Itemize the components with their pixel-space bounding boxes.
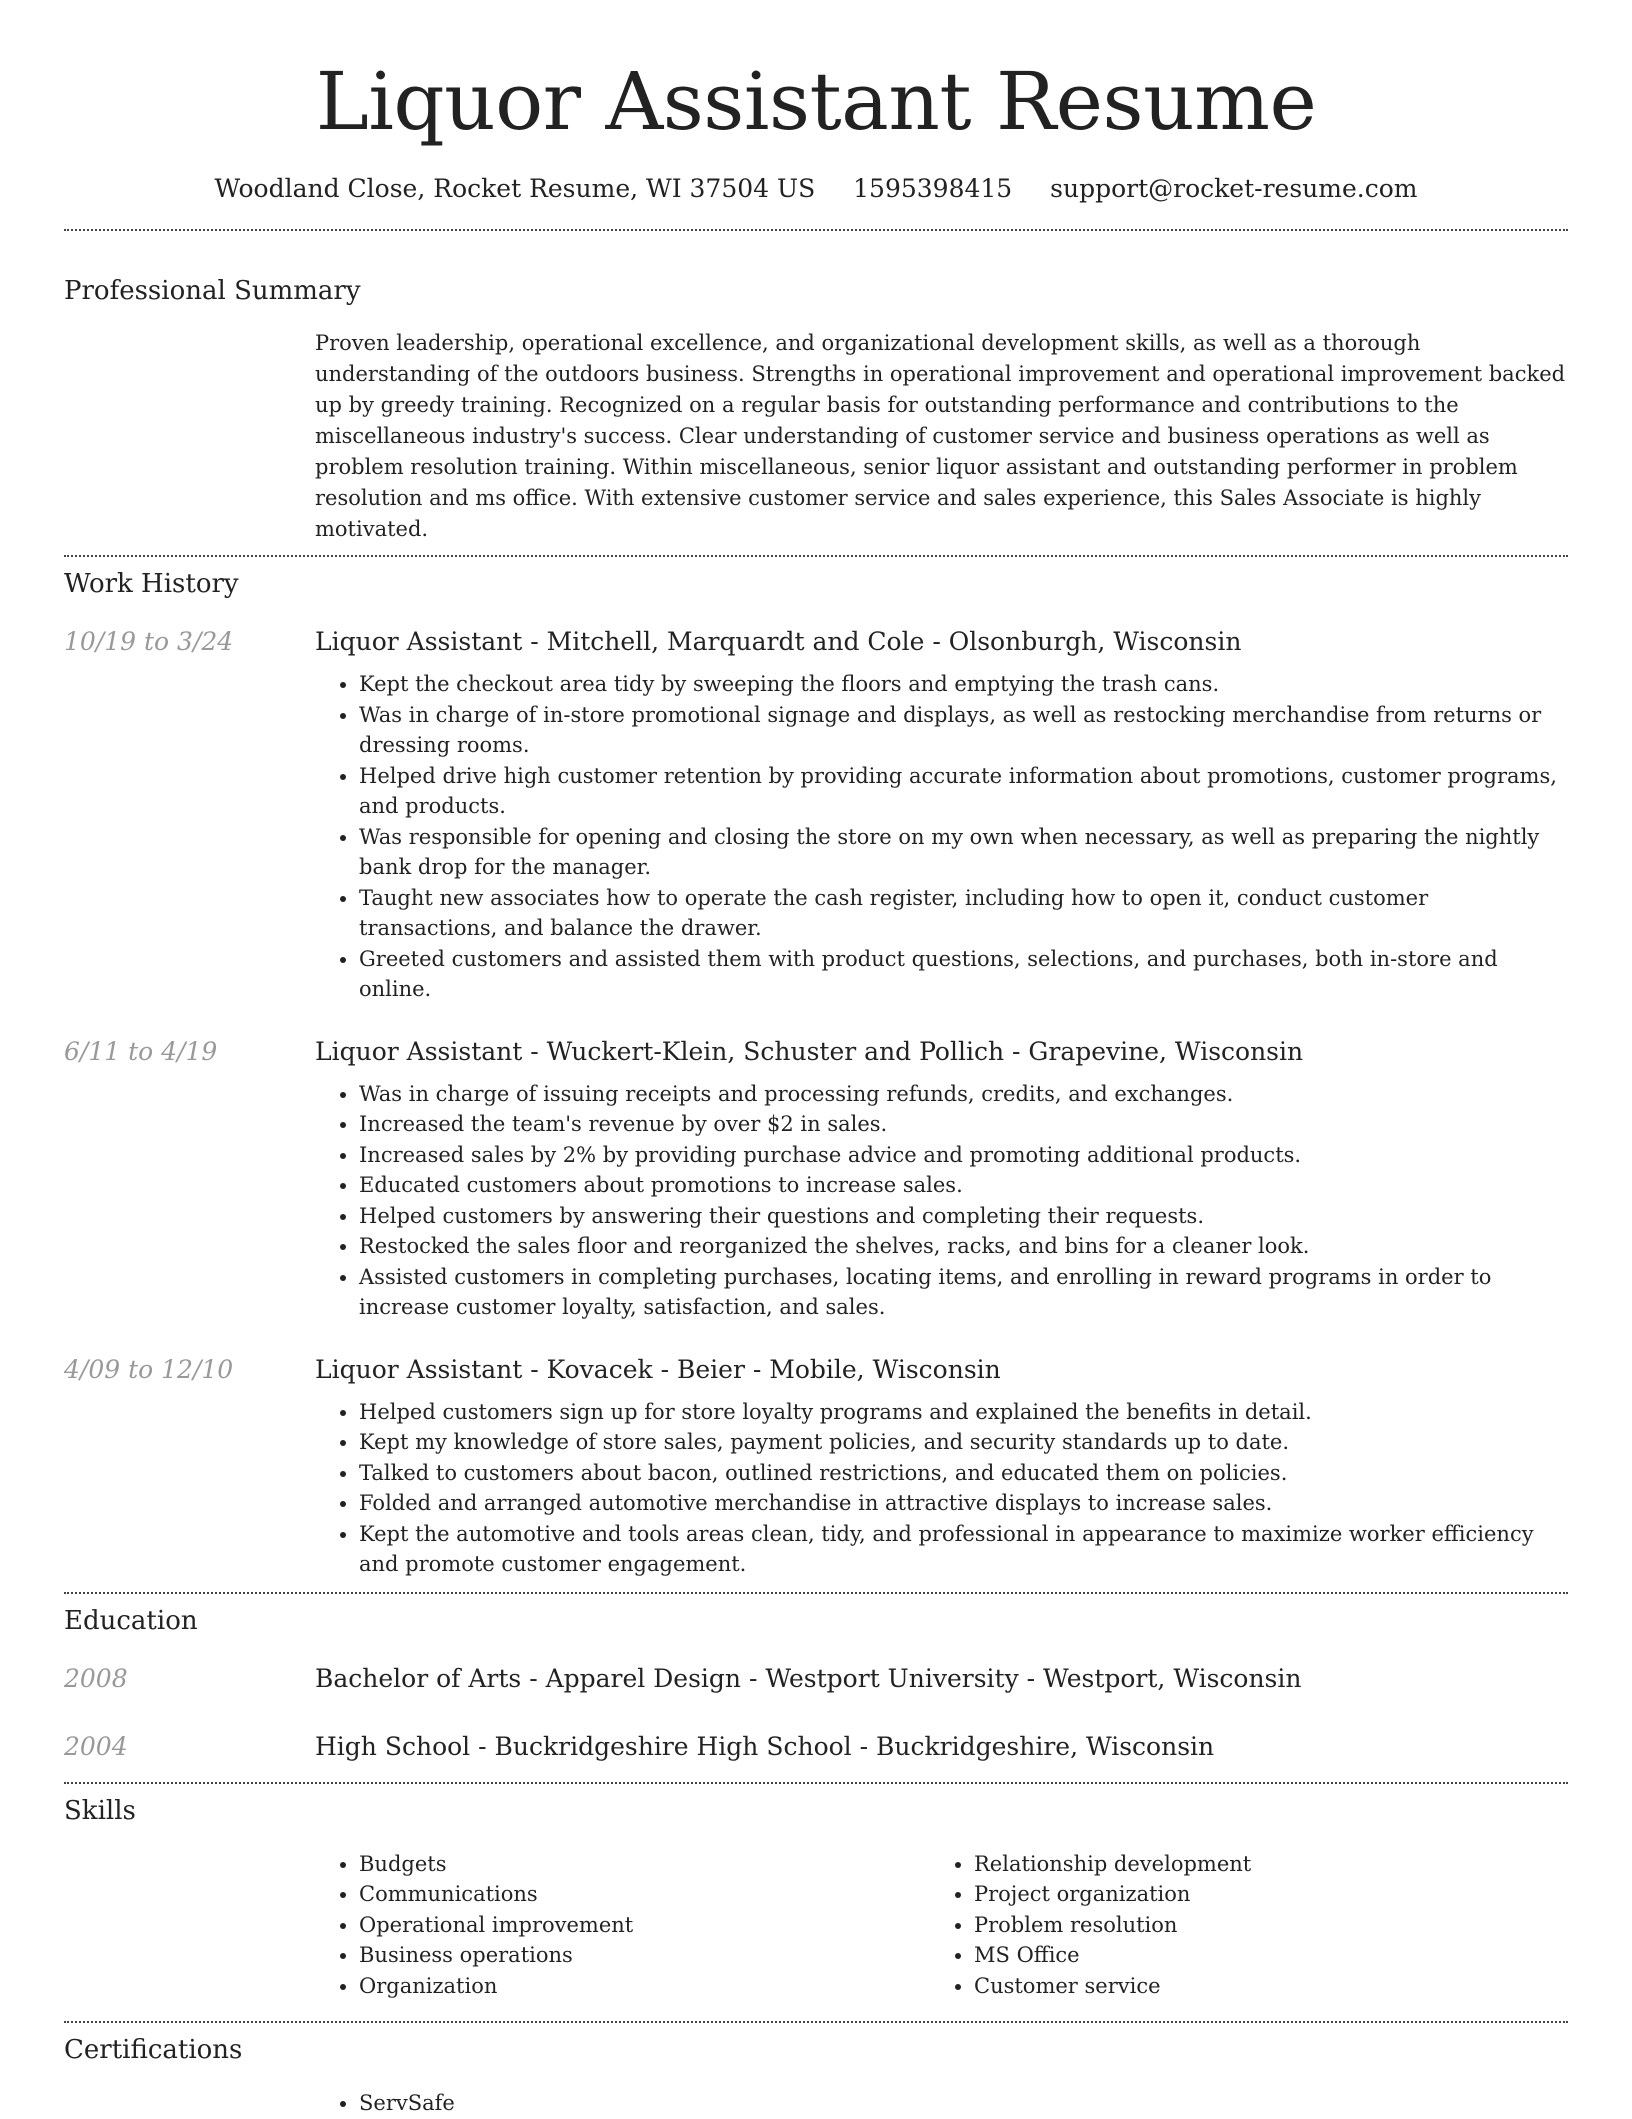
skill-item: • Operational improvement	[359, 1910, 930, 1941]
skills-section	[64, 1794, 1568, 2002]
divider-skills	[64, 2021, 1568, 2023]
skills-list-1	[315, 1849, 930, 2002]
skill-item: • Relationship development	[974, 1849, 1568, 1880]
contact-address: Woodland Close, Rocket Resume, WI 37504 US	[214, 174, 816, 203]
divider-education	[64, 1782, 1568, 1784]
skill-item: • Business operations	[359, 1940, 930, 1971]
job-bullet: • Educated customers about promotions to increase sales.	[359, 1170, 1568, 1201]
contact-phone: 1595398415	[853, 174, 1013, 203]
skill-item: • Problem resolution	[974, 1910, 1568, 1941]
skills-list-2	[930, 1849, 1568, 2002]
certification-item: • ServSafe	[359, 2088, 1568, 2119]
job-bullet: • Greeted customers and assisted them with product questions, selections, and purchases, both in-store and online.	[359, 944, 1568, 1005]
job-bullet: • Kept my knowledge of store sales, payment policies, and security standards up to date.	[359, 1427, 1568, 1458]
certifications-heading: Certifications	[64, 2035, 243, 2065]
job-dates: 6/11 to 4/19	[64, 1036, 218, 1066]
divider-header	[64, 229, 1568, 231]
skill-item: • Communications	[359, 1879, 930, 1910]
education-entry	[64, 1662, 1568, 1696]
job-title: Liquor Assistant - Kovacek - Beier - Mobile, Wisconsin	[315, 1354, 1001, 1384]
job-entry	[64, 1353, 1568, 1580]
job-bullet: • Helped customers by answering their questions and completing their requests.	[359, 1201, 1568, 1232]
job-title: Liquor Assistant - Wuckert-Klein, Schuster and Pollich - Grapevine, Wisconsin	[315, 1036, 1304, 1066]
job-entry	[64, 625, 1568, 1005]
job-bullets	[315, 1079, 1568, 1323]
certifications-list	[315, 2088, 1568, 2119]
job-bullet: • Kept the automotive and tools areas clean, tidy, and professional in appearance to maximize worker efficiency and promote customer engagement.	[359, 1519, 1568, 1580]
summary-text: Proven leadership, operational excellence, and organizational development skills, as well as a thorough understanding of the outdoors business. Strengths in operational improvement and operational improvement backed up by greedy training. Recognized on a regular basis for outstanding performance and contributions to the miscellaneous industry's success. Clear understanding of customer service and business operations as well as problem resolution training. Within miscellaneous, senior liquor assistant and outstanding performer in problem resolution and ms office. With extensive customer service and sales experience, this Sales Associate is highly motivated.	[315, 331, 1566, 541]
job-bullet: • Assisted customers in completing purchases, locating items, and enrolling in reward programs in order to increase customer loyalty, satisfaction, and sales.	[359, 1262, 1568, 1323]
job-entry	[64, 1035, 1568, 1323]
work-section	[64, 567, 1568, 1580]
job-bullet: • Kept the checkout area tidy by sweeping the floors and emptying the trash cans.	[359, 669, 1568, 700]
education-text: High School - Buckridgeshire High School - Buckridgeshire, Wisconsin	[315, 1731, 1215, 1761]
job-title: Liquor Assistant - Mitchell, Marquardt and Cole - Olsonburgh, Wisconsin	[315, 627, 1242, 656]
education-year: 2008	[64, 1663, 128, 1693]
skill-item: • Budgets	[359, 1849, 930, 1880]
education-text: Bachelor of Arts - Apparel Design - Westport University - Westport, Wisconsin	[315, 1663, 1302, 1693]
job-bullet: • Helped customers sign up for store loyalty programs and explained the benefits in detail.	[359, 1397, 1568, 1428]
contact-email: support@rocket-resume.com	[1050, 174, 1418, 203]
job-bullet: • Was in charge of in-store promotional signage and displays, as well as restocking merchandise from returns or dressing rooms.	[359, 700, 1568, 761]
contact-line	[64, 172, 1568, 206]
divider-summary	[64, 555, 1568, 557]
job-bullet: • Increased sales by 2% by providing purchase advice and promoting additional products.	[359, 1140, 1568, 1171]
job-bullets	[315, 1397, 1568, 1580]
skill-item: • MS Office	[974, 1940, 1568, 1971]
skill-item: • Organization	[359, 1971, 930, 2002]
resume-page	[64, 0, 1568, 2119]
education-heading: Education	[64, 1605, 198, 1636]
job-bullet: • Increased the team's revenue by over $2 in sales.	[359, 1109, 1568, 1140]
job-dates: 10/19 to 3/24	[64, 627, 234, 656]
divider-work	[64, 1592, 1568, 1594]
resume-title: Liquor Assistant Resume	[315, 55, 1317, 148]
job-bullet: • Talked to customers about bacon, outlined restrictions, and educated them on policies.	[359, 1458, 1568, 1489]
work-heading: Work History	[64, 569, 239, 599]
education-section	[64, 1604, 1568, 1764]
job-bullet: • Was in charge of issuing receipts and processing refunds, credits, and exchanges.	[359, 1079, 1568, 1110]
summary-heading: Professional Summary	[64, 276, 361, 306]
job-bullet: • Was responsible for opening and closing the store on my own when necessary, as well as preparing the nightly bank drop for the manager.	[359, 822, 1568, 883]
job-bullet: • Restocked the sales floor and reorganized the shelves, racks, and bins for a cleaner look.	[359, 1231, 1568, 1262]
job-bullets	[315, 669, 1568, 1005]
job-dates: 4/09 to 12/10	[64, 1354, 234, 1384]
summary-section	[64, 274, 1568, 545]
skill-item: • Project organization	[974, 1879, 1568, 1910]
job-bullet: • Folded and arranged automotive merchandise in attractive displays to increase sales.	[359, 1488, 1568, 1519]
certifications-section	[64, 2033, 1568, 2119]
job-bullet: • Taught new associates how to operate the cash register, including how to open it, conduct customer transactions, and balance the drawer.	[359, 883, 1568, 944]
skills-heading: Skills	[64, 1795, 136, 1826]
education-entry	[64, 1730, 1568, 1764]
job-bullet: • Helped drive high customer retention by providing accurate information about promotions, customer programs, and products.	[359, 761, 1568, 822]
skill-item: • Customer service	[974, 1971, 1568, 2002]
education-year: 2004	[64, 1731, 128, 1761]
